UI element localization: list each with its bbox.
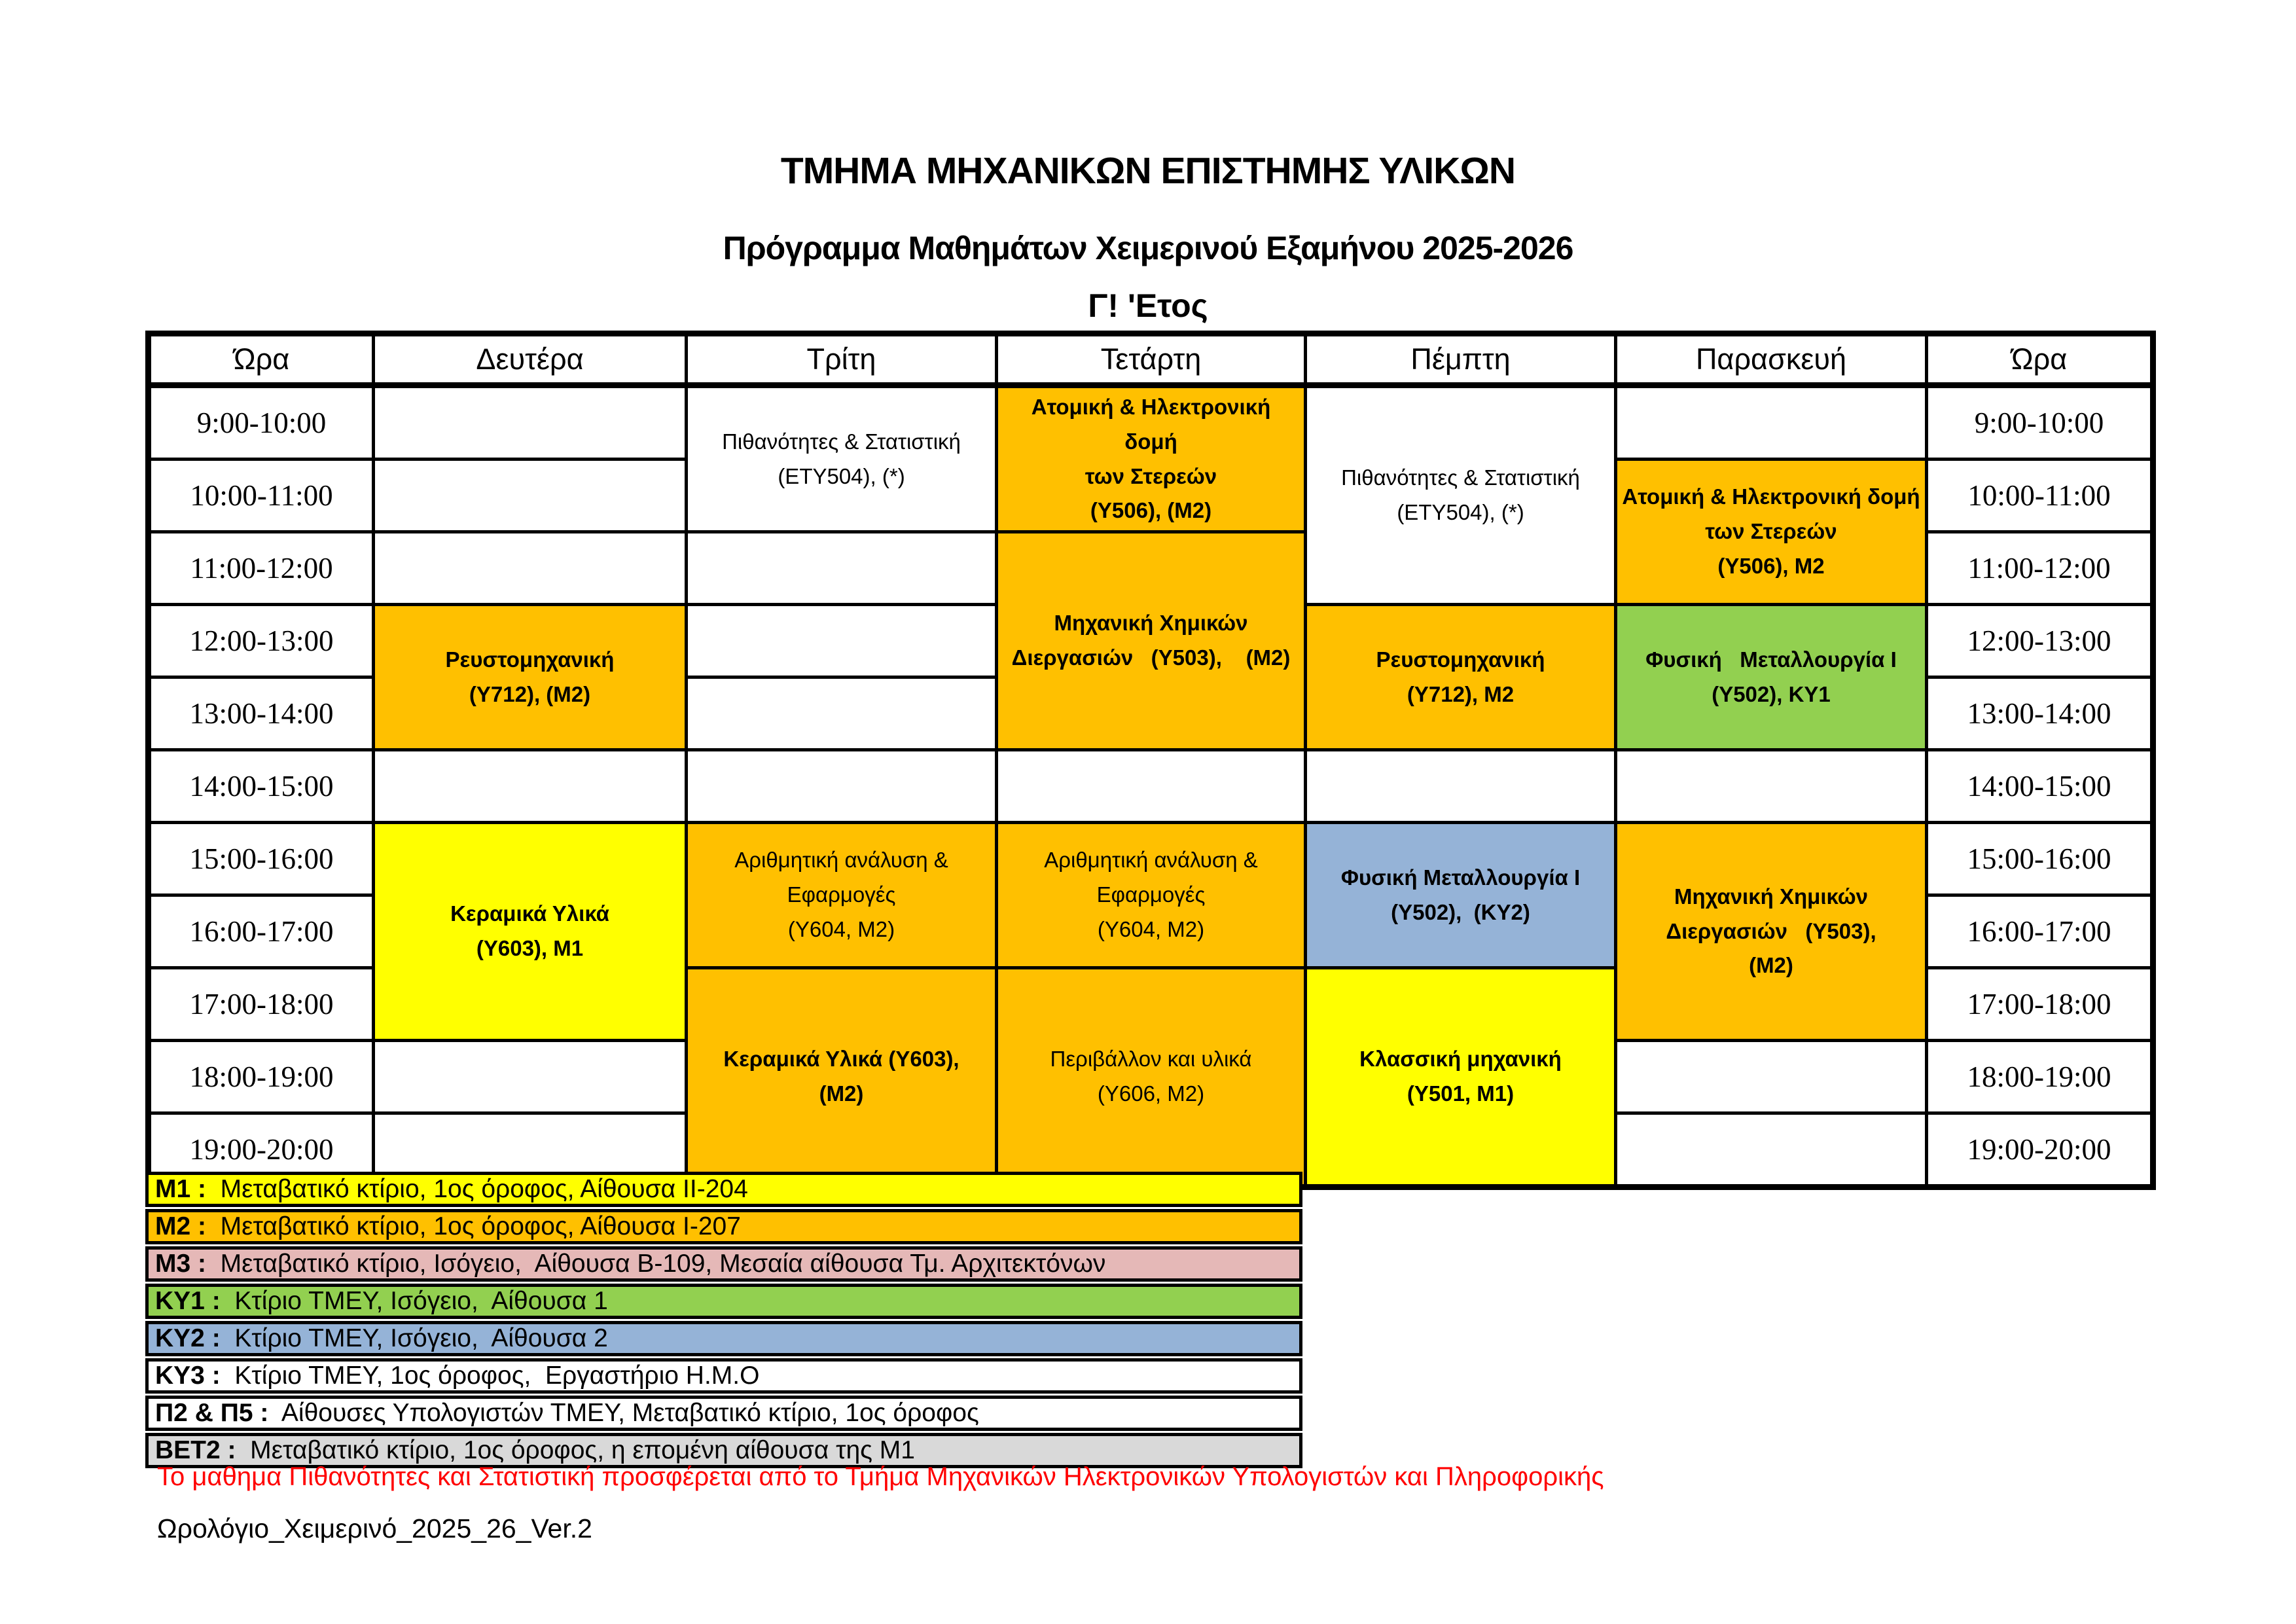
time-right-4: 13:00-14:00: [1927, 677, 2153, 750]
time-right-9: 18:00-19:00: [1927, 1041, 2153, 1113]
legend-label: M2 :: [155, 1212, 206, 1240]
legend-text: Κτίριο ΤΜΕΥ, Ισόγειο, Αίθουσα 2: [220, 1324, 608, 1352]
course-name: Αριθμητική ανάλυση &: [734, 848, 948, 873]
course-code: (Υ502), ΚΥ1: [1712, 681, 1831, 706]
legend-label: Π2 & Π5 :: [155, 1399, 269, 1427]
course-code: (Υ506), Μ2: [1717, 553, 1825, 578]
empty-cell-fri-14: [1616, 750, 1927, 823]
header-time-right: Ώρα: [1927, 334, 2153, 386]
time-left-8: 17:00-18:00: [149, 968, 374, 1041]
time-left-3: 12:00-13:00: [149, 605, 374, 677]
version-footer: Ωρολόγιο_Χειμερινό_2025_26_Ver.2: [157, 1513, 592, 1543]
legend-row-m2: [145, 1209, 1302, 1244]
legend-text: Μεταβατικό κτίριο, 1ος όροφος, η επομένη αίθουσα της Μ1: [236, 1436, 915, 1464]
course-ceramic-materials-mon: [374, 823, 687, 1041]
course-name: Κεραμικά Υλικά (Υ603),: [723, 1047, 960, 1072]
course-ceramic-materials-tue: [687, 968, 997, 1187]
time-left-6: 15:00-16:00: [149, 823, 374, 895]
legend-text: Μεταβατικό κτίριο, 1ος όροφος, Αίθουσα Ι-207: [206, 1212, 741, 1240]
legend-text: Κτίριο ΤΜΕΥ, 1ος όροφος, Εργαστήριο Η.Μ.Ο: [220, 1362, 760, 1390]
empty-cell-mon-9: [374, 386, 687, 460]
course-numerical-analysis-wed: [997, 823, 1306, 968]
time-right-10: 19:00-20:00: [1927, 1113, 2153, 1187]
time-right-5: 14:00-15:00: [1927, 750, 2153, 823]
legend-text: Μεταβατικό κτίριο, Ισόγειο, Αίθουσα Β-109, Μεσαία αίθουσα Τμ. Αρχιτεκτόνων: [206, 1250, 1106, 1278]
course-environment-and-materials-wed: [997, 968, 1306, 1187]
legend-text: Αίθουσες Υπολογιστών ΤΜΕΥ, Μεταβατικό κτίριο, 1ος όροφος: [268, 1399, 979, 1427]
course-name-2: Εφαρμογές: [1096, 882, 1206, 907]
header-day-tuesday: Τρίτη: [687, 334, 997, 386]
legend-row-p2-p5: [145, 1396, 1302, 1431]
course-name: Μηχανική Χημικών: [1674, 884, 1869, 909]
course-name: Ρευστομηχανική: [445, 647, 615, 672]
course-name: Ρευστομηχανική: [1376, 647, 1545, 672]
time-left-0: 9:00-10:00: [149, 386, 374, 460]
course-chemical-process-engineering-wed: [997, 532, 1306, 750]
course-code: (Μ2): [819, 1081, 864, 1106]
course-name-2: των Στερεών: [1085, 463, 1217, 488]
legend-row-m1: [145, 1172, 1302, 1207]
header-day-wednesday: Τετάρτη: [997, 334, 1306, 386]
time-left-4: 13:00-14:00: [149, 677, 374, 750]
legend-label: M3 :: [155, 1250, 206, 1278]
course-code: (Υ712), (Μ2): [469, 681, 591, 706]
legend-row-ky3: [145, 1358, 1302, 1394]
time-left-7: 16:00-17:00: [149, 895, 374, 968]
course-code: (Υ501, Μ1): [1407, 1081, 1515, 1106]
time-left-9: 18:00-19:00: [149, 1041, 374, 1113]
course-name: Πιθανότητες & Στατιστική: [1341, 465, 1580, 490]
timetable: [145, 331, 2156, 1190]
empty-cell-mon-10: [374, 460, 687, 532]
empty-cell-fri-18: [1616, 1041, 1927, 1113]
page-title: ΤΜΗΜΑ ΜΗΧΑΝΙΚΩΝ ΕΠΙΣΤΗΜΗΣ ΥΛΙΚΩΝ: [780, 150, 1516, 192]
time-right-0: 9:00-10:00: [1927, 386, 2153, 460]
course-probability-statistics-thu: [1306, 386, 1616, 605]
course-code: (ΕΤΥ504), (*): [1397, 500, 1524, 524]
legend-row-m3: [145, 1246, 1302, 1282]
time-right-8: 17:00-18:00: [1927, 968, 2153, 1041]
course-name: Ατομική & Ηλεκτρονική δομή: [1622, 484, 1920, 509]
time-left-2: 11:00-12:00: [149, 532, 374, 605]
row-9-10: [149, 386, 2153, 460]
course-name: Περιβάλλον και υλικά: [1050, 1047, 1252, 1072]
legend-label: ΒΕΤ2 :: [155, 1436, 236, 1464]
empty-cell-mon-11: [374, 532, 687, 605]
course-name: Κλασσική μηχανική: [1359, 1047, 1562, 1072]
legend-row-ky2: [145, 1321, 1302, 1356]
course-name: Πιθανότητες & Στατιστική: [722, 429, 961, 454]
time-right-1: 10:00-11:00: [1927, 460, 2153, 532]
legend-label: ΚΥ3 :: [155, 1362, 221, 1390]
time-left-5: 14:00-15:00: [149, 750, 374, 823]
room-legend: [145, 1172, 1302, 1470]
course-code: (Υ606, Μ2): [1097, 1081, 1205, 1106]
header-row: [149, 334, 2153, 386]
time-right-2: 11:00-12:00: [1927, 532, 2153, 605]
legend-label: M1 :: [155, 1175, 206, 1203]
course-classical-mechanics-thu: [1306, 968, 1616, 1187]
time-right-3: 12:00-13:00: [1927, 605, 2153, 677]
course-code: (Υ502), (ΚΥ2): [1391, 899, 1530, 924]
empty-cell-fri-19: [1616, 1113, 1927, 1187]
course-numerical-analysis-tue: [687, 823, 997, 968]
empty-cell-mon-14: [374, 750, 687, 823]
course-fluid-mechanics-mon: [374, 605, 687, 750]
year-heading: Γ! 'Ετος: [1088, 287, 1208, 324]
course-name-2: Εφαρμογές: [787, 882, 896, 907]
course-name-2: των Στερεών: [1705, 519, 1837, 544]
course-name: Μηχανική Χημικών: [1054, 611, 1248, 636]
course-name: Κεραμικά Υλικά: [450, 901, 609, 926]
course-code: Διεργασιών (Υ503), (Μ2): [1011, 645, 1291, 670]
time-right-6: 15:00-16:00: [1927, 823, 2153, 895]
course-probability-statistics-tue: [687, 386, 997, 532]
legend-text: Μεταβατικό κτίριο, 1ος όροφος, Αίθουσα ΙΙ-204: [206, 1175, 748, 1203]
time-left-10: 19:00-20:00: [149, 1113, 374, 1187]
empty-cell-fri-9: [1616, 386, 1927, 460]
course-code: (Υ604, Μ2): [787, 916, 895, 941]
header-day-thursday: Πέμπτη: [1306, 334, 1616, 386]
course-name: Φυσική Μεταλλουργία Ι: [1340, 865, 1581, 890]
course-code: (Υ604, Μ2): [1097, 916, 1205, 941]
legend-label: ΚΥ1 :: [155, 1287, 221, 1315]
empty-cell-wed-14: [997, 750, 1306, 823]
page-subtitle: Πρόγραμμα Μαθημάτων Χειμερινού Εξαμήνου 2025-2026: [723, 230, 1573, 266]
legend-label: ΚΥ2 :: [155, 1324, 221, 1352]
course-name: Αριθμητική ανάλυση &: [1044, 848, 1258, 873]
course-code: (Μ2): [1749, 953, 1793, 978]
empty-cell-mon-18: [374, 1041, 687, 1113]
empty-cell-tue-12: [687, 605, 997, 677]
row-14-15: [149, 750, 2153, 823]
red-note: Το μαθημα Πιθανότητες και Στατιστική προσφέρεται από το Τμήμα Μηχανικών Ηλεκτρονικών Υπολογιστών και Πληροφορικής: [157, 1462, 1604, 1491]
course-name: Φυσική Μεταλλουργία Ι: [1645, 647, 1897, 672]
course-chemical-process-engineering-fri: [1616, 823, 1927, 1041]
course-code: (Υ712), Μ2: [1407, 681, 1515, 706]
course-code: (Υ603), Μ1: [476, 936, 584, 960]
legend-row-ky1: [145, 1284, 1302, 1319]
empty-cell-tue-14: [687, 750, 997, 823]
empty-cell-thu-14: [1306, 750, 1616, 823]
time-right-7: 16:00-17:00: [1927, 895, 2153, 968]
header-day-monday: Δευτέρα: [374, 334, 687, 386]
course-physical-metallurgy-fri: [1616, 605, 1927, 750]
course-atomic-electronic-structure-fri: [1616, 460, 1927, 605]
row-15-16: [149, 823, 2153, 895]
course-fluid-mechanics-thu: [1306, 605, 1616, 750]
course-code: (ΕΤΥ504), (*): [778, 463, 905, 488]
course-atomic-electronic-structure-wed: [997, 386, 1306, 532]
course-code: (Υ506), (Μ2): [1090, 498, 1212, 523]
header-time-left: Ώρα: [149, 334, 374, 386]
course-name: Ατομική & Ηλεκτρονική δομή: [1031, 394, 1277, 454]
empty-cell-tue-11: [687, 532, 997, 605]
course-physical-metallurgy-thu: [1306, 823, 1616, 968]
time-left-1: 10:00-11:00: [149, 460, 374, 532]
header-day-friday: Παρασκευή: [1616, 334, 1927, 386]
empty-cell-tue-13: [687, 677, 997, 750]
course-name-2: Διεργασιών (Υ503),: [1666, 918, 1876, 943]
legend-text: Κτίριο ΤΜΕΥ, Ισόγειο, Αίθουσα 1: [220, 1287, 608, 1315]
